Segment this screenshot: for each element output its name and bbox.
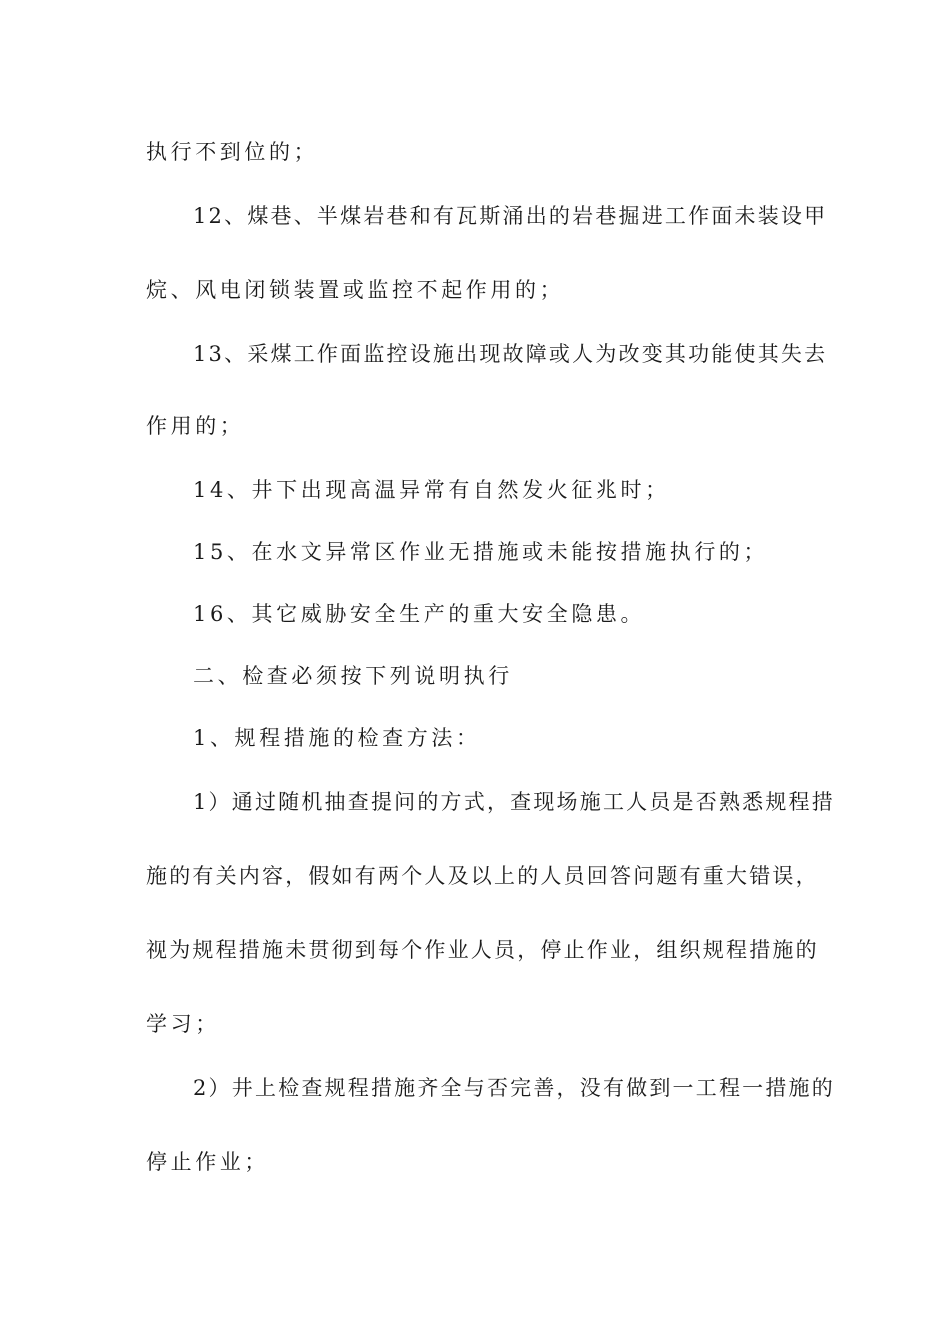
text-line-6: 14、井下出现高温异常有自然发火征兆时； [193, 478, 670, 502]
text-line-5: 作用的； [146, 414, 245, 438]
text-line-1: 执行不到位的； [146, 140, 319, 164]
text-line-10: 1、规程措施的检查方法： [193, 726, 481, 750]
text-line-2: 12、煤巷、半煤岩巷和有瓦斯涌出的岩巷掘进工作面未装设甲 [193, 204, 828, 228]
text-line-8: 16、其它威胁安全生产的重大安全隐患。 [193, 602, 646, 626]
text-line-15: 2）井上检查规程措施齐全与否完善，没有做到一工程一措施的 [193, 1076, 835, 1100]
text-line-13: 视为规程措施未贯彻到每个作业人员，停止作业，组织规程措施的 [146, 938, 819, 962]
text-line-7: 15、在水文异常区作业无措施或未能按措施执行的； [193, 540, 769, 564]
text-line-14: 学习； [146, 1012, 220, 1036]
text-line-4: 13、采煤工作面监控设施出现故障或人为改变其功能使其失去 [193, 342, 828, 366]
text-line-3: 烷、风电闭锁装置或监控不起作用的； [146, 278, 565, 302]
text-line-16: 停止作业； [146, 1150, 269, 1174]
text-line-9: 二、检查必须按下列说明执行 [193, 664, 513, 688]
text-line-11: 1）通过随机抽查提问的方式，查现场施工人员是否熟悉规程措 [193, 790, 835, 814]
text-line-12: 施的有关内容，假如有两个人及以上的人员回答问题有重大错误， [146, 864, 819, 888]
